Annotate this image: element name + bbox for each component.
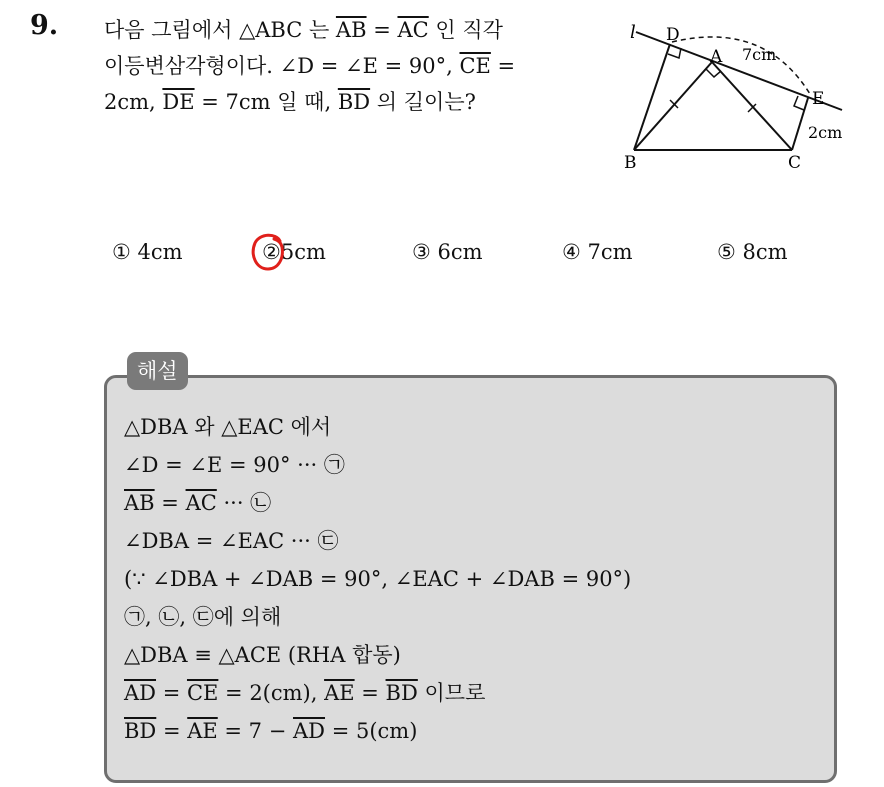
text: = 2(cm), bbox=[218, 681, 325, 705]
length-ce: 2cm bbox=[808, 123, 843, 142]
label-c: C bbox=[788, 153, 802, 173]
solution-text bbox=[124, 408, 631, 750]
segment-de: $\overline{DE}$ bbox=[162, 90, 195, 114]
text: = bbox=[366, 18, 398, 42]
arc-de-icon bbox=[672, 37, 810, 94]
text: 다음 그림에서 △ABC 는 bbox=[104, 18, 336, 42]
label-a: A bbox=[710, 47, 723, 67]
red-circle-icon bbox=[250, 231, 286, 273]
choice-4[interactable] bbox=[562, 240, 633, 264]
question-text bbox=[104, 12, 604, 120]
segment-bd bbox=[634, 44, 670, 150]
choice-1[interactable] bbox=[112, 240, 183, 264]
segment-ce: $\overline{CE}$ bbox=[459, 54, 491, 78]
geometry-figure bbox=[614, 18, 864, 178]
choice-text: 6cm bbox=[437, 240, 483, 264]
segment: $\overline{CE}$ bbox=[186, 681, 219, 705]
choice-text: 8cm bbox=[742, 240, 788, 264]
label-d: D bbox=[666, 25, 680, 45]
text: = 7cm 일 때, bbox=[194, 90, 338, 114]
solution-line-1: △DBA 와 △EAC 에서 bbox=[124, 415, 332, 439]
segment: $\overline{AB}$ bbox=[124, 491, 155, 515]
segment: $\overline{AE}$ bbox=[187, 719, 218, 743]
text: 이등변삼각형이다. ∠D = ∠E = 90°, bbox=[104, 54, 460, 78]
text: = bbox=[156, 681, 187, 705]
text: 이므로 bbox=[417, 681, 486, 705]
solution-line-5: (∵ ∠DBA + ∠DAB = 90°, ∠EAC + ∠DAB = 90°) bbox=[124, 567, 632, 591]
segment-bd: $\overline{BD}$ bbox=[337, 90, 371, 114]
text: 의 길이는? bbox=[370, 90, 476, 114]
label-b: B bbox=[624, 153, 637, 173]
choice-2[interactable] bbox=[262, 240, 326, 264]
solution-line-6: ㉠, ㉡, ㉢에 의해 bbox=[124, 605, 282, 629]
question-line-1 bbox=[104, 12, 604, 48]
segment: $\overline{AE}$ bbox=[324, 681, 355, 705]
solution-tag: 해설 bbox=[127, 352, 188, 390]
segment-ac: $\overline{AC}$ bbox=[397, 18, 429, 42]
solution-line-7: △DBA ≡ △ACE (RHA 합동) bbox=[124, 643, 401, 667]
choice-mark-selected bbox=[262, 240, 281, 264]
segment: $\overline{BD}$ bbox=[124, 719, 157, 743]
text: ··· ㉡ bbox=[216, 491, 272, 515]
length-de: 7cm bbox=[742, 45, 777, 64]
choice-mark: ① bbox=[112, 240, 131, 264]
question-line-3 bbox=[104, 84, 604, 120]
choice-text: 5cm bbox=[280, 240, 326, 264]
choice-text: 7cm bbox=[587, 240, 633, 264]
text: = bbox=[354, 681, 386, 705]
answer-choices bbox=[112, 240, 832, 274]
solution-line-3 bbox=[124, 484, 631, 522]
right-angle-d-icon bbox=[668, 48, 681, 58]
solution-line-4: ∠DBA = ∠EAC ··· ㉢ bbox=[124, 529, 339, 553]
text: = bbox=[156, 719, 188, 743]
segment: $\overline{AD}$ bbox=[293, 719, 326, 743]
segment: $\overline{BD}$ bbox=[385, 681, 418, 705]
segment-ba bbox=[634, 62, 712, 150]
solution-line-9 bbox=[124, 712, 631, 750]
choice-text: 4cm bbox=[137, 240, 183, 264]
choice-mark: ⑤ bbox=[717, 240, 736, 264]
solution-line-2: ∠D = ∠E = 90° ··· ㉠ bbox=[124, 453, 345, 477]
text: = 5(cm) bbox=[325, 719, 418, 743]
text: = 7 − bbox=[217, 719, 293, 743]
segment-ab: $\overline{AB}$ bbox=[335, 18, 367, 42]
choice-mark: ② bbox=[262, 240, 281, 264]
label-e: E bbox=[812, 89, 825, 109]
choice-mark: ④ bbox=[562, 240, 581, 264]
choice-5[interactable] bbox=[717, 240, 788, 264]
text: 2cm, bbox=[104, 90, 163, 114]
label-l: l bbox=[630, 22, 636, 43]
segment: $\overline{AD}$ bbox=[124, 681, 157, 705]
question-number: 9. bbox=[30, 10, 59, 41]
choice-mark: ③ bbox=[412, 240, 431, 264]
right-angle-e-icon bbox=[794, 96, 804, 110]
segment: $\overline{AC}$ bbox=[185, 491, 217, 515]
text: 인 직각 bbox=[428, 18, 503, 42]
solution-line-8 bbox=[124, 674, 631, 712]
question-line-2 bbox=[104, 48, 604, 84]
text: = bbox=[154, 491, 186, 515]
choice-3[interactable] bbox=[412, 240, 483, 264]
text: = bbox=[490, 54, 516, 78]
